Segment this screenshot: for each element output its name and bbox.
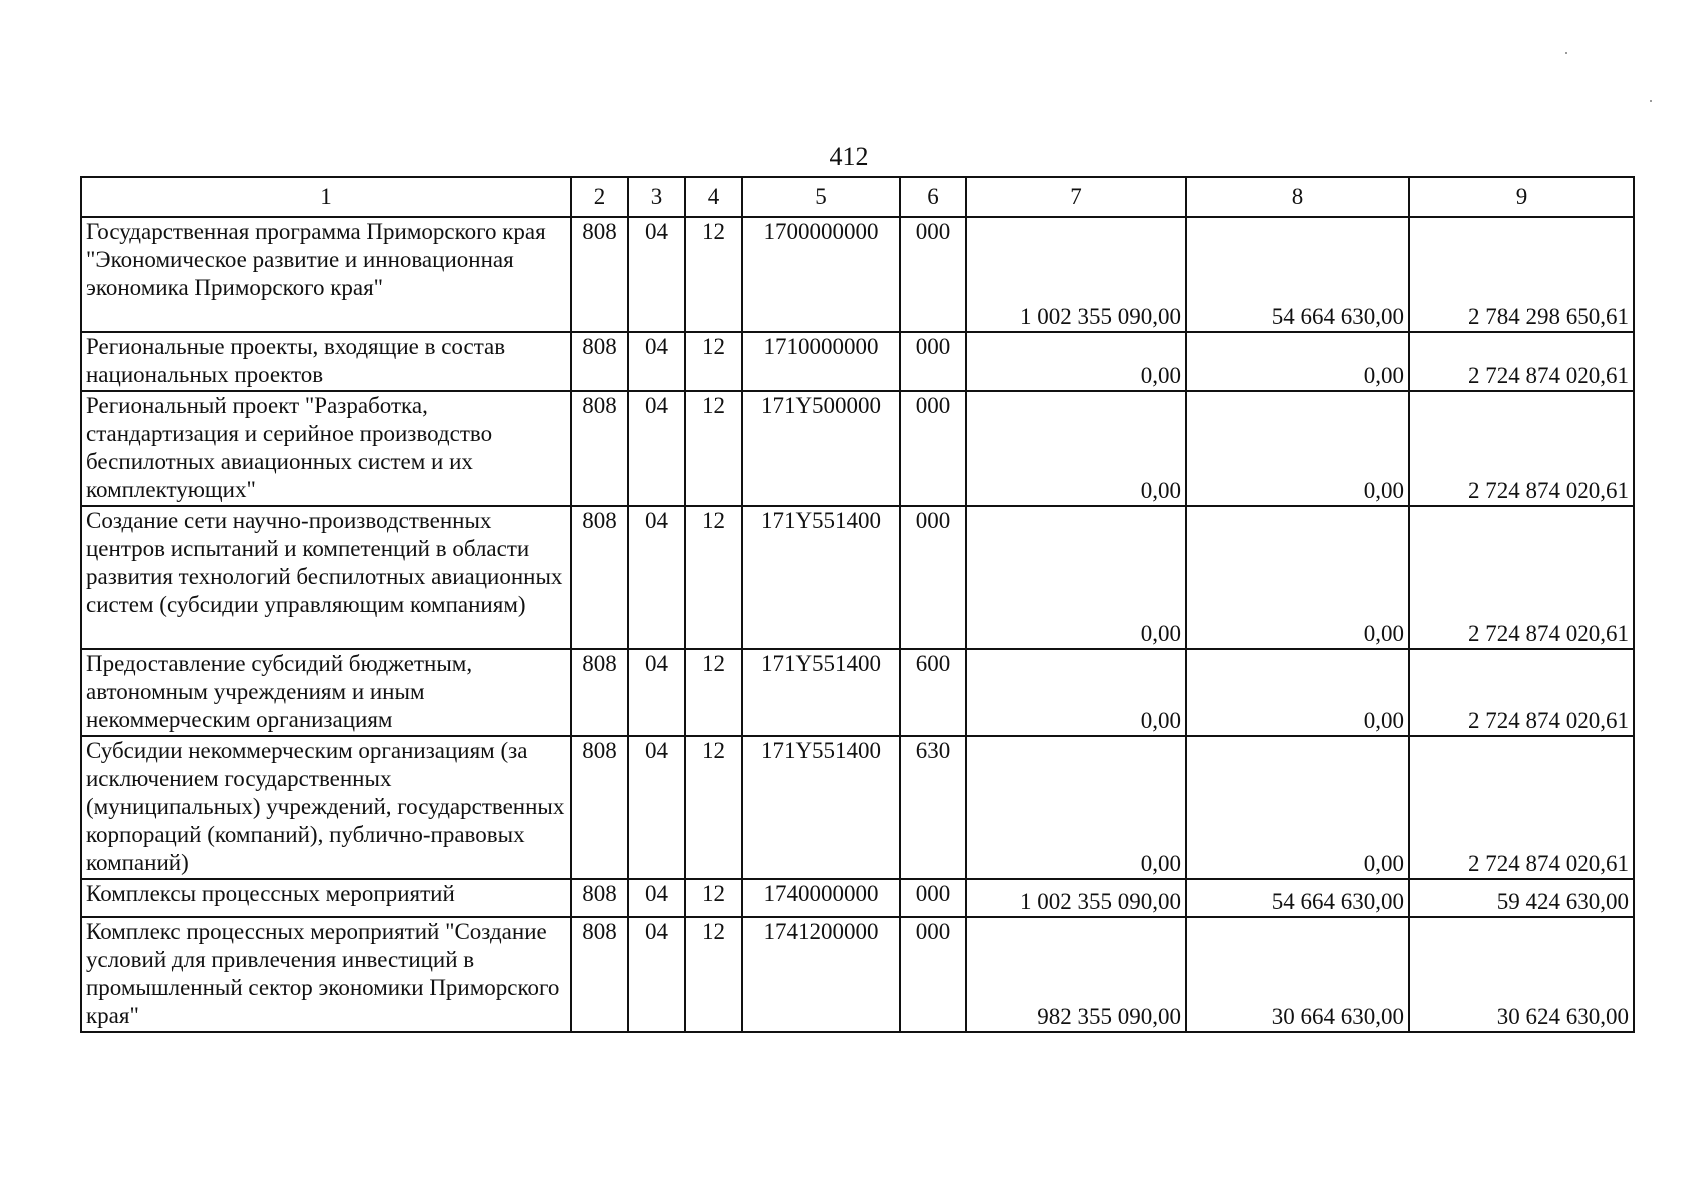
column-header: 3 — [628, 177, 685, 217]
row-code-3: 04 — [628, 879, 685, 917]
row-code-3: 04 — [628, 736, 685, 879]
row-name: Региональный проект "Разработка, стандартизация и серийное производство беспилотных авиационных систем и их комплектующих" — [81, 391, 571, 506]
table-row — [81, 879, 1634, 917]
row-code-3: 04 — [628, 391, 685, 506]
row-code-6: 600 — [900, 649, 966, 736]
table-row — [81, 217, 1634, 332]
column-header: 6 — [900, 177, 966, 217]
budget-table — [80, 176, 1635, 1033]
row-code-4: 12 — [685, 917, 742, 1032]
row-amount-9: 30 624 630,00 — [1409, 917, 1634, 1032]
column-header: 1 — [81, 177, 571, 217]
row-code-2: 808 — [571, 649, 628, 736]
row-code-4: 12 — [685, 217, 742, 332]
row-code-3: 04 — [628, 917, 685, 1032]
row-amount-9: 2 724 874 020,61 — [1409, 391, 1634, 506]
row-code-5: 1700000000 — [742, 217, 900, 332]
row-name: Предоставление субсидий бюджетным, автономным учреждениям и иным некоммерческим организациям — [81, 649, 571, 736]
row-code-2: 808 — [571, 736, 628, 879]
column-header: 4 — [685, 177, 742, 217]
row-code-2: 808 — [571, 879, 628, 917]
row-code-5: 1710000000 — [742, 332, 900, 391]
table-header-row — [81, 177, 1634, 217]
table-row — [81, 506, 1634, 649]
scan-speck — [1650, 100, 1652, 102]
row-code-6: 000 — [900, 332, 966, 391]
row-amount-8: 54 664 630,00 — [1186, 217, 1409, 332]
row-code-5: 1740000000 — [742, 879, 900, 917]
column-header: 2 — [571, 177, 628, 217]
row-amount-8: 0,00 — [1186, 736, 1409, 879]
row-code-2: 808 — [571, 917, 628, 1032]
row-code-3: 04 — [628, 506, 685, 649]
table-row — [81, 391, 1634, 506]
row-name: Создание сети научно-производственных центров испытаний и компетенций в области развития технологий беспилотных авиационных систем (субсидии управляющим компаниям) — [81, 506, 571, 649]
row-amount-9: 2 724 874 020,61 — [1409, 506, 1634, 649]
row-name: Субсидии некоммерческим организациям (за исключением государственных (муниципальных) учреждений, государственных корпораций (компаний), публично-правовых компаний) — [81, 736, 571, 879]
row-amount-9: 2 724 874 020,61 — [1409, 736, 1634, 879]
row-amount-8: 54 664 630,00 — [1186, 879, 1409, 917]
row-amount-8: 0,00 — [1186, 649, 1409, 736]
row-code-5: 171Y551400 — [742, 736, 900, 879]
row-code-4: 12 — [685, 391, 742, 506]
page-number: 412 — [829, 142, 869, 171]
row-name: Государственная программа Приморского края "Экономическое развитие и инновационная экономика Приморского края" — [81, 217, 571, 332]
row-code-4: 12 — [685, 879, 742, 917]
row-code-3: 04 — [628, 332, 685, 391]
row-code-4: 12 — [685, 332, 742, 391]
row-code-5: 171Y551400 — [742, 649, 900, 736]
row-code-6: 000 — [900, 879, 966, 917]
row-amount-9: 2 724 874 020,61 — [1409, 649, 1634, 736]
row-amount-8: 30 664 630,00 — [1186, 917, 1409, 1032]
row-code-2: 808 — [571, 506, 628, 649]
row-code-5: 171Y500000 — [742, 391, 900, 506]
row-code-3: 04 — [628, 217, 685, 332]
row-code-5: 1741200000 — [742, 917, 900, 1032]
row-code-3: 04 — [628, 649, 685, 736]
row-amount-7: 1 002 355 090,00 — [966, 217, 1186, 332]
row-code-4: 12 — [685, 506, 742, 649]
column-header: 5 — [742, 177, 900, 217]
table-row — [81, 332, 1634, 391]
column-header: 9 — [1409, 177, 1634, 217]
row-amount-7: 982 355 090,00 — [966, 917, 1186, 1032]
row-name: Комплекс процессных мероприятий "Создание условий для привлечения инвестиций в промышленный сектор экономики Приморского края" — [81, 917, 571, 1032]
row-amount-9: 2 724 874 020,61 — [1409, 332, 1634, 391]
row-amount-7: 0,00 — [966, 649, 1186, 736]
column-header: 8 — [1186, 177, 1409, 217]
row-amount-7: 0,00 — [966, 736, 1186, 879]
table-row — [81, 649, 1634, 736]
row-amount-7: 0,00 — [966, 506, 1186, 649]
row-name: Комплексы процессных мероприятий — [81, 879, 571, 917]
row-amount-7: 1 002 355 090,00 — [966, 879, 1186, 917]
row-amount-8: 0,00 — [1186, 332, 1409, 391]
row-code-6: 000 — [900, 217, 966, 332]
row-code-2: 808 — [571, 332, 628, 391]
row-code-6: 000 — [900, 391, 966, 506]
row-code-4: 12 — [685, 736, 742, 879]
row-amount-7: 0,00 — [966, 332, 1186, 391]
row-name: Региональные проекты, входящие в состав национальных проектов — [81, 332, 571, 391]
row-amount-9: 2 784 298 650,61 — [1409, 217, 1634, 332]
table-row — [81, 917, 1634, 1032]
row-amount-8: 0,00 — [1186, 506, 1409, 649]
row-code-5: 171Y551400 — [742, 506, 900, 649]
row-code-6: 000 — [900, 506, 966, 649]
table-row — [81, 736, 1634, 879]
row-code-6: 630 — [900, 736, 966, 879]
scan-speck — [1565, 52, 1567, 54]
row-code-2: 808 — [571, 391, 628, 506]
row-amount-9: 59 424 630,00 — [1409, 879, 1634, 917]
column-header: 7 — [966, 177, 1186, 217]
row-code-2: 808 — [571, 217, 628, 332]
row-code-6: 000 — [900, 917, 966, 1032]
row-amount-7: 0,00 — [966, 391, 1186, 506]
row-amount-8: 0,00 — [1186, 391, 1409, 506]
row-code-4: 12 — [685, 649, 742, 736]
